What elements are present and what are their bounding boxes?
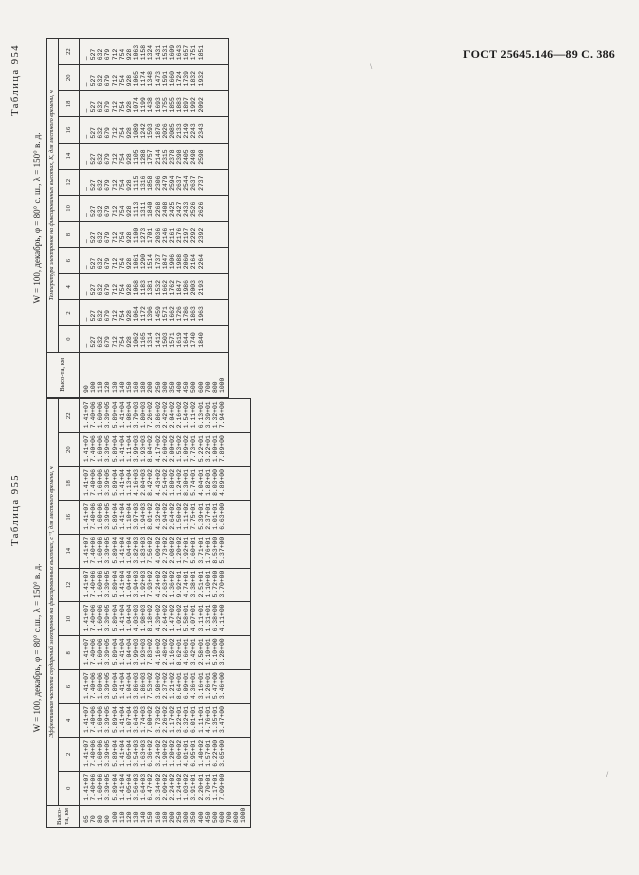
- hour-header: 12: [59, 568, 80, 602]
- table-955-label: Таблица 955: [10, 474, 21, 546]
- hour-column: — 527 632 679 712 754 928 1064 1172 1396 1459 1571 1662 1726 1786 1863 1963: [80, 300, 229, 326]
- table-955: [46, 398, 251, 828]
- hour-header: 6: [59, 670, 80, 704]
- altitude-column: 90 100 110 120 130 140 150 160 180 200 250 300 350 400 450 500 600 700 800 1000: [80, 352, 229, 397]
- table-954-block: [10, 38, 626, 398]
- table-body-row: [80, 39, 229, 398]
- hour-header: 8: [59, 221, 80, 247]
- hour-column: 1.41+07 7.40+06 1.60+06 3.39+05 5.89+04 1.41+04 1.11+04 3.99+03 1.93+03 8.04+02 4.17+02 2.60+02 2.00+02 1.53+02 1.09+02 7.73+01 5.22+01 3.22+01 1.00+01 7.89+00: [80, 433, 251, 467]
- hour-column: — 527 632 679 712 754 928 1062 1165 1314 1412 1503 1571 1619 1644 1740 1840: [80, 326, 229, 352]
- hour-header: 20: [59, 65, 80, 91]
- table-subtitle: Эффективная частота соударений электронов на фиксированных высотах, с⁻¹, для местного времени, ч: [47, 399, 59, 805]
- hour-header: 16: [59, 117, 80, 143]
- table-954-label: Таблица 954: [10, 44, 21, 116]
- hour-header: 14: [59, 143, 80, 169]
- hour-header: 22: [59, 39, 80, 65]
- hour-column: 1.41+07 7.40+06 1.60+06 3.39+05 5.89+04 1.41+04 1.04+04 3.94+03 1.92+03 7.93+02 4.24+02 2.63+02 1.36+02 9.92+01 4.74+01 3.38+01 2.51+01 1.10+01 5.72+00 3.70+00: [80, 568, 251, 602]
- hour-header: 8: [59, 636, 80, 670]
- hour-column: 1.41+07 7.40+06 1.60+06 3.39+05 5.89+04 1.41+04 1.05+04 3.56+03 1.64+03 6.47+02 3.34+02 2.09+02 2.24+02 1.24+02 1.03+02 3.91+01 2.20+01 3.70+01 1.17+01 7.09+00: [80, 771, 251, 805]
- hour-header: 6: [59, 248, 80, 274]
- hour-column: 1.41+07 7.40+06 1.60+06 3.39+05 5.89+04 1.41+04 1.04+04 3.86+03 1.86+03 7.53+02 3.98+02 2.37+02 1.21+02 8.64+01 6.09+01 4.36+01 3.16+01 1.26+01 5.47+00 3.46+00: [80, 670, 251, 704]
- hour-column: 1.41+07 7.40+06 1.60+06 3.39+05 5.89+04 1.41+04 1.04+04 4.03+03 1.98+03 8.18+02 4.39+02 2.64+02 1.47+02 1.02+02 5.58+01 4.07+01 3.11+01 1.31+01 6.38+00 4.11+00: [80, 602, 251, 636]
- hour-column: 1.41+07 7.40+06 1.60+06 3.39+05 5.89+04 1.41+04 1.10+04 3.97+03 1.94+03 8.01+02 4.32+02 2.94+02 2.64+02 1.50+02 1.11+02 7.75+01 5.39+01 2.37+01 1.01+01 6.63+00: [80, 500, 251, 534]
- hour-header: 0: [59, 326, 80, 352]
- hour-column: — 527 632 679 712 754 928 1068 1183 1381 1532 1662 1762 1847 1986 2003 2193: [80, 274, 229, 300]
- hour-header: 22: [59, 399, 80, 433]
- table-954: [46, 38, 229, 398]
- scan-mark: /: [606, 770, 609, 779]
- hour-column: — 527 632 679 712 754 928 1100 1273 1701 2036 2146 2161 2176 2197 2292 2392: [80, 221, 229, 247]
- hour-column: 1.41+07 7.40+06 1.60+06 3.39+05 5.89+04 1.41+04 1.07+04 3.64+03 1.74+03 7.00+02 3.73+02 2.26+02 1.17+02 3.22+01 6.32+01 6.01+01 1.11+01 4.76+01 1.35+01 3.47+00: [80, 704, 251, 738]
- hour-header: 18: [59, 467, 80, 501]
- hour-column: — 527 632 679 712 754 928 1105 1288 1757 2144 2315 2378 2398 2405 2498 2598: [80, 143, 229, 169]
- hour-header: 2: [59, 300, 80, 326]
- hour-column: 1.41+07 7.40+06 1.60+06 3.39+05 5.89+04 1.41+04 1.04+04 3.99+03 1.93+03 7.83+02 4.16+02 2.48+02 1.16+02 8.62+01 4.66+01 3.42+01 2.58+01 1.10+01 5.10+00 3.28+00: [80, 636, 251, 670]
- table-955-title: W = 100, декабрь, φ = 80° с.ш., λ = 150° в. д.: [32, 563, 42, 733]
- hour-column: 1.41+07 7.40+06 1.60+06 3.39+05 5.89+04 1.41+04 1.08+04 3.79+03 1.80+03 7.26+02 3.86+02 2.42+02 2.04+02 2.16+02 1.54+02 1.11+02 6.13+01 3.39+01 1.32+01 7.94+00: [80, 399, 251, 433]
- altitude-header: Высо-та, км: [47, 805, 80, 827]
- hour-header: 0: [59, 771, 80, 805]
- page-header: ГОСТ 25645.146—89 С. 386: [463, 47, 615, 61]
- scan-mark: \: [370, 62, 373, 71]
- hour-header: 4: [59, 704, 80, 738]
- hour-header: 4: [59, 274, 80, 300]
- hour-header: 14: [59, 534, 80, 568]
- table-body-row: [80, 399, 251, 828]
- hour-header: 20: [59, 433, 80, 467]
- table-subtitle: Температура электронов на фиксированных высотах, K, для местного времени, ч: [47, 39, 59, 353]
- hours-header-row: [59, 39, 80, 398]
- hour-column: — 527 632 679 712 754 928 1065 1174 1348 1473 1591 1660 1724 1739 1832 1932: [80, 65, 229, 91]
- hour-column: — 527 632 679 712 754 928 1074 1199 1438 1693 1755 1855 1883 1897 1992 2092: [80, 91, 229, 117]
- hour-column: — 527 632 679 712 754 928 1113 1311 1840 2268 2408 2425 2427 2433 2526 2626: [80, 195, 229, 221]
- hour-header: 2: [59, 737, 80, 771]
- table-954-title: W = 100, декабрь, φ = 80° с. ш., λ = 150° в. д.: [32, 132, 42, 304]
- table-955-block: [10, 401, 626, 828]
- hour-header: 16: [59, 500, 80, 534]
- hour-header: 18: [59, 91, 80, 117]
- hour-column: 1.41+07 7.40+06 1.60+06 3.39+05 5.89+04 1.41+04 1.05+04 3.54+03 1.63+03 6.36+02 3.24+02 1.90+02 1.20+02 1.06+02 4.01+01 6.95+01 1.40+02 1.57+01 6.22+00 3.65+00: [80, 737, 251, 771]
- hour-header: 12: [59, 169, 80, 195]
- hour-column: — 527 632 679 712 754 928 1061 1290 1514 1737 1847 1906 1988 2060 2164 2264: [80, 248, 229, 274]
- hour-column: — 527 632 679 712 754 928 1089 1242 1593 1876 2026 2085 2133 2149 2243 2343: [80, 117, 229, 143]
- hours-header-row: [59, 399, 80, 828]
- hour-header: 10: [59, 602, 80, 636]
- altitude-header: Высо-та, км: [47, 352, 80, 397]
- hour-header: 10: [59, 195, 80, 221]
- hour-column: — 527 632 679 712 754 928 1063 1158 1324 1431 1531 1609 1643 1657 1751 1851: [80, 39, 229, 65]
- hour-column: 1.41+07 7.40+06 1.60+06 3.39+05 5.89+04 1.41+04 1.13+04 4.16+03 2.04+03 8.42+02 4.43+02 2.54+02 1.80+02 1.24+02 8.30+01 5.74+01 4.04+01 1.82+01 8.03+00 4.89+00: [80, 467, 251, 501]
- hour-column: 1.41+07 7.40+06 1.60+06 3.39+05 5.89+04 1.41+04 1.04+04 3.82+03 1.83+03 7.56+02 4.09+02 2.73+02 2.08+02 1.20+02 7.92+01 5.60+01 3.71+01 1.76+01 8.53+00 5.37+00: [80, 534, 251, 568]
- altitude-column: 65 70 80 90 100 110 120 130 140 150 160 180 200 250 300 350 400 450 500 600 700 800 1000: [80, 805, 251, 827]
- hour-column: — 527 632 679 712 754 928 1115 1316 1858 2306 2479 2594 2637 2544 2637 2737: [80, 169, 229, 195]
